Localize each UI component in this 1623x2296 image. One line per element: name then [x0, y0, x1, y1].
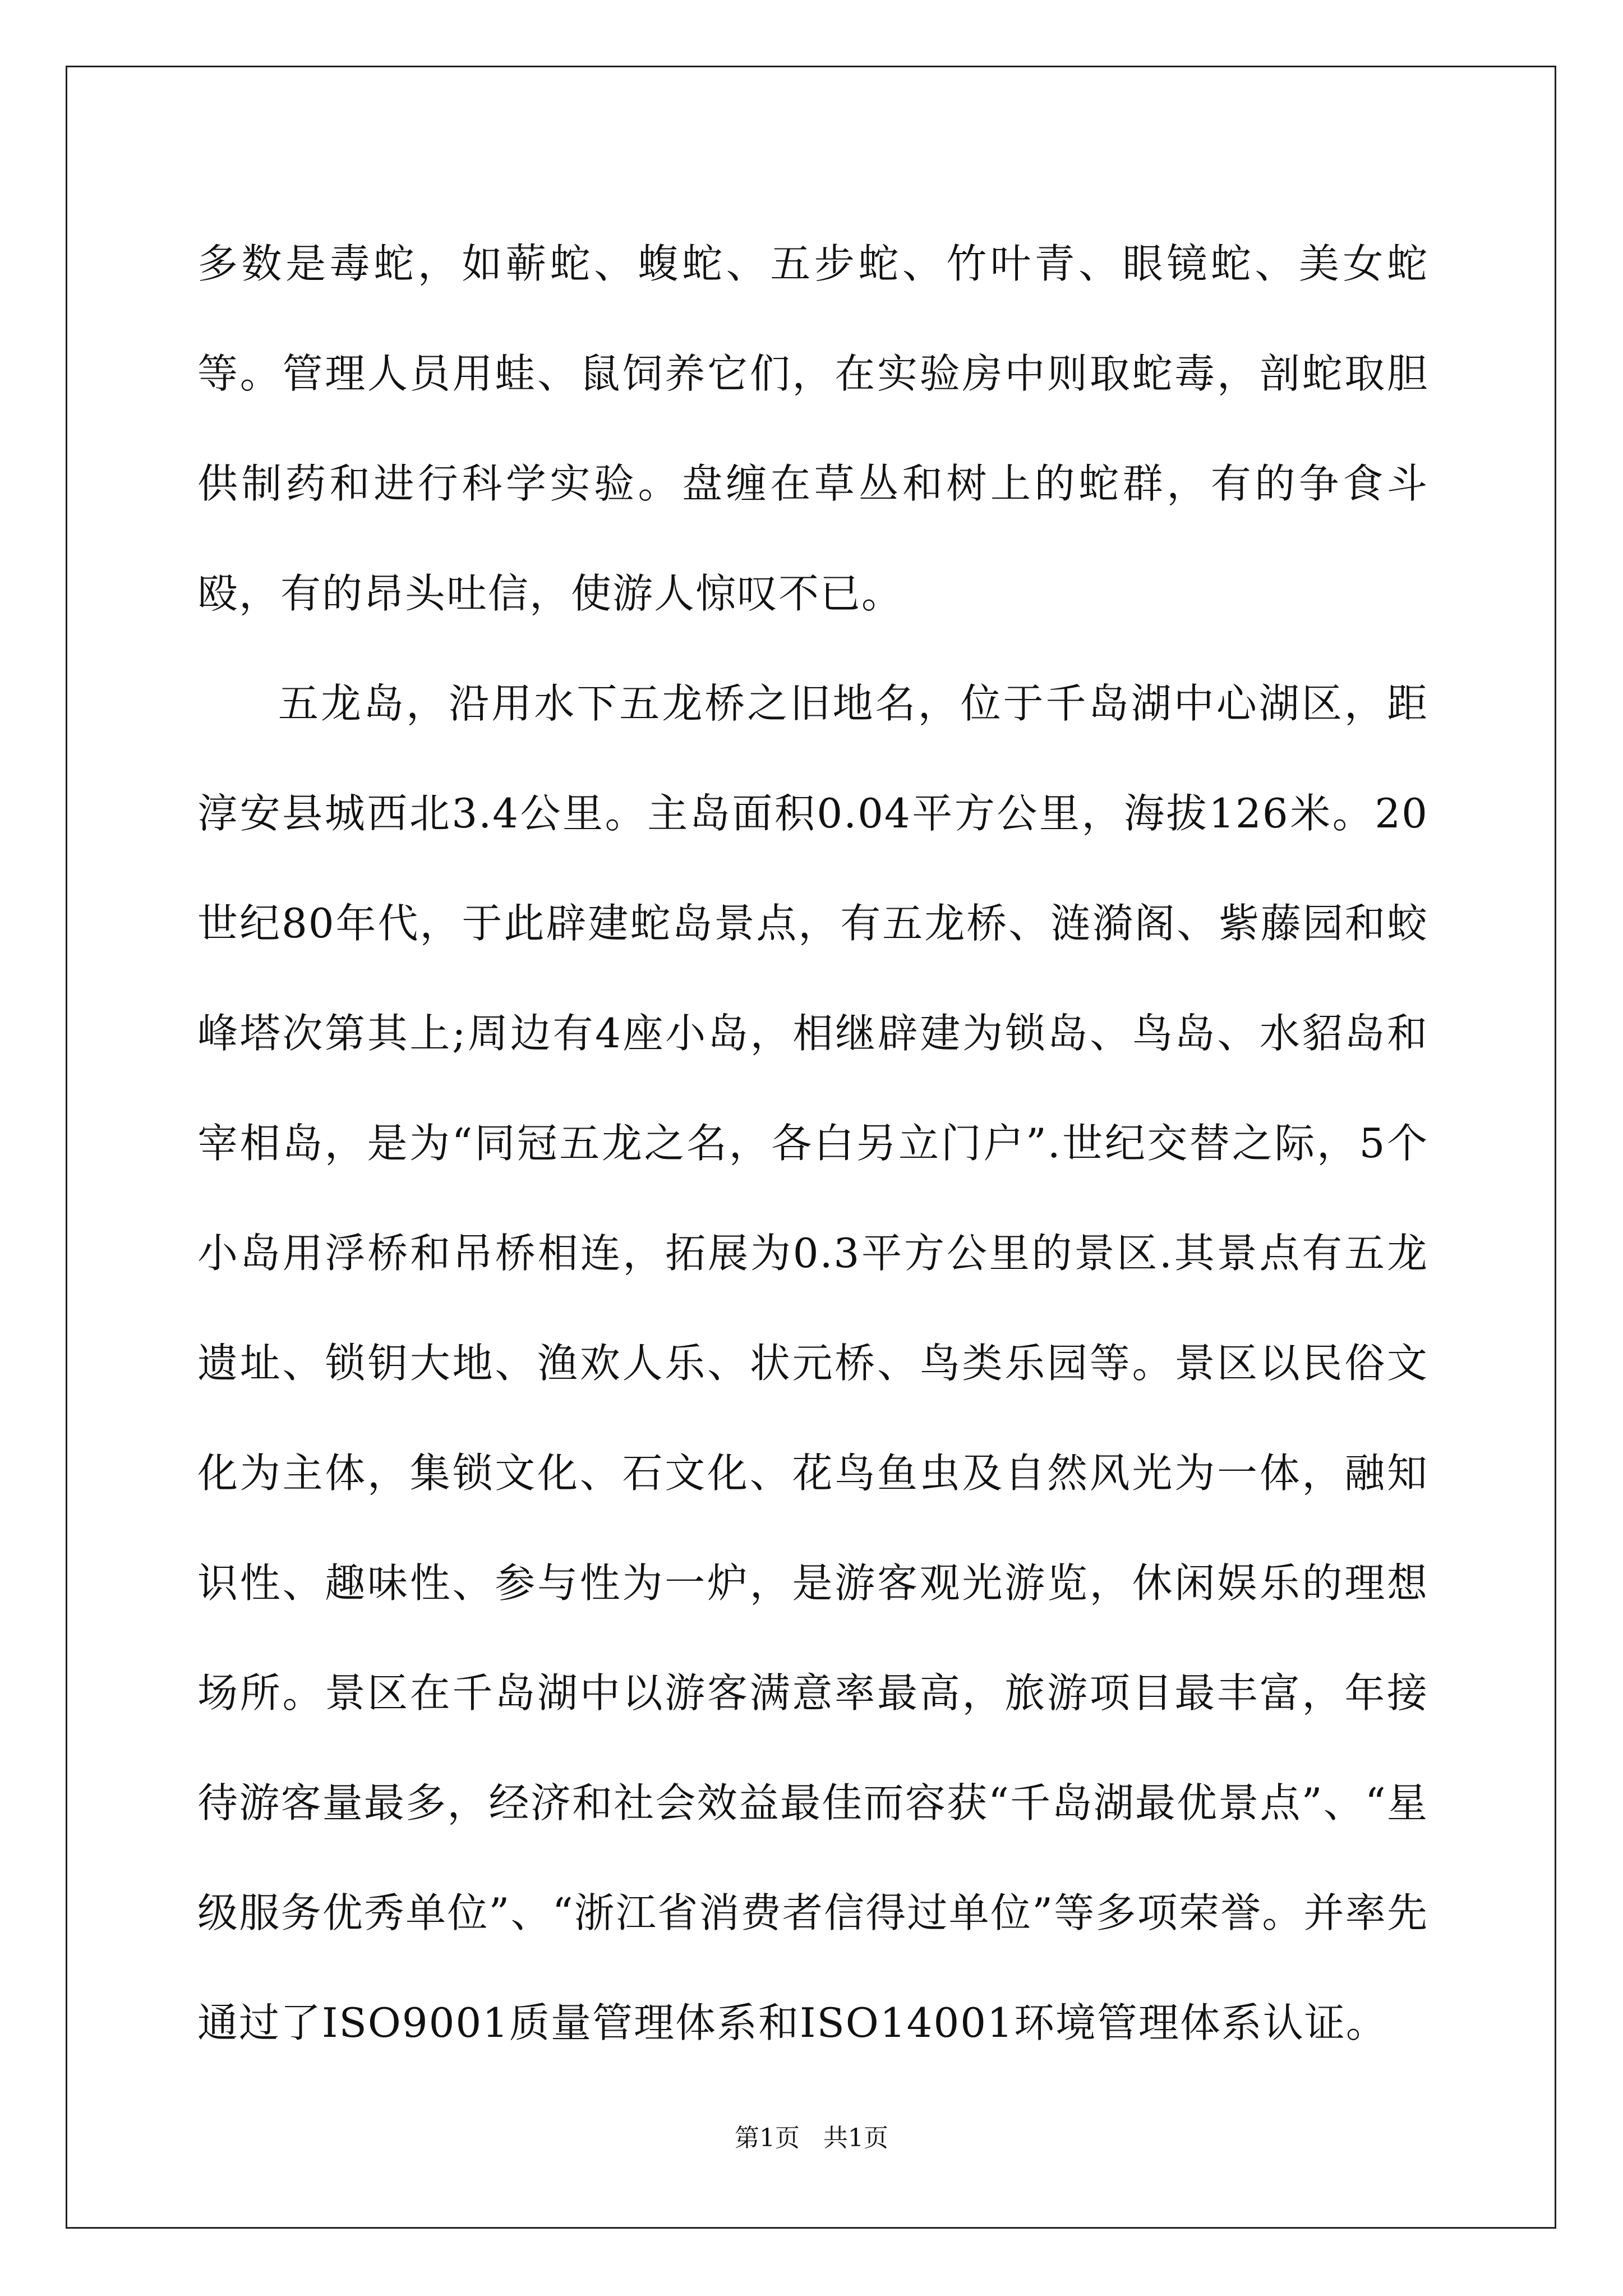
- document-body: [197, 209, 1428, 2078]
- page-number: 第1页 共1页: [735, 2124, 888, 2152]
- paragraph-wulong-island: 五龙岛，沿用水下五龙桥之旧地名，位于千岛湖中心湖区，距淳安县城西北3.4公里。主岛面积0.04平方公里，海拔126米。20世纪80年代，于此辟建蛇岛景点，有五龙桥、涟漪阁、紫藤园和蛟峰塔次第其上;周边有4座小岛，相继辟建为锁岛、鸟岛、水貂岛和宰相岛，是为“同冠五龙之名，各白另立门户”.世纪交替之际，5个小岛用浮桥和吊桥相连，拓展为0.3平方公里的景区.其景点有五龙遗址、锁钥大地、渔欢人乐、状元桥、鸟类乐园等。景区以民俗文化为主体，集锁文化、石文化、花鸟鱼虫及自然风光为一体，融知识性、趣味性、参与性为一炉，是游客观光游览，休闲娱乐的理想场所。景区在千岛湖中以游客满意率最高，旅游项目最丰富，年接待游客量最多，经济和社会效益最佳而容获“千岛湖最优景点”、“星级服务优秀单位”、“浙江省消费者信得过单位”等多项荣誉。并率先通过了ISO9001质量管理体系和ISO14001环境管理体系认证。: [197, 680, 1428, 2046]
- page-footer: [0, 2122, 1623, 2155]
- paragraph-snake-species: 多数是毒蛇，如蕲蛇、蝮蛇、五步蛇、竹叶青、眼镜蛇、美女蛇等。管理人员用蛙、鼠饲养它们，在实验房中则取蛇毒，剖蛇取胆供制药和进行科学实验。盘缠在草丛和树上的蛇群，有的争食斗殴，有的昂头吐信，使游人惊叹不已。: [197, 240, 1428, 617]
